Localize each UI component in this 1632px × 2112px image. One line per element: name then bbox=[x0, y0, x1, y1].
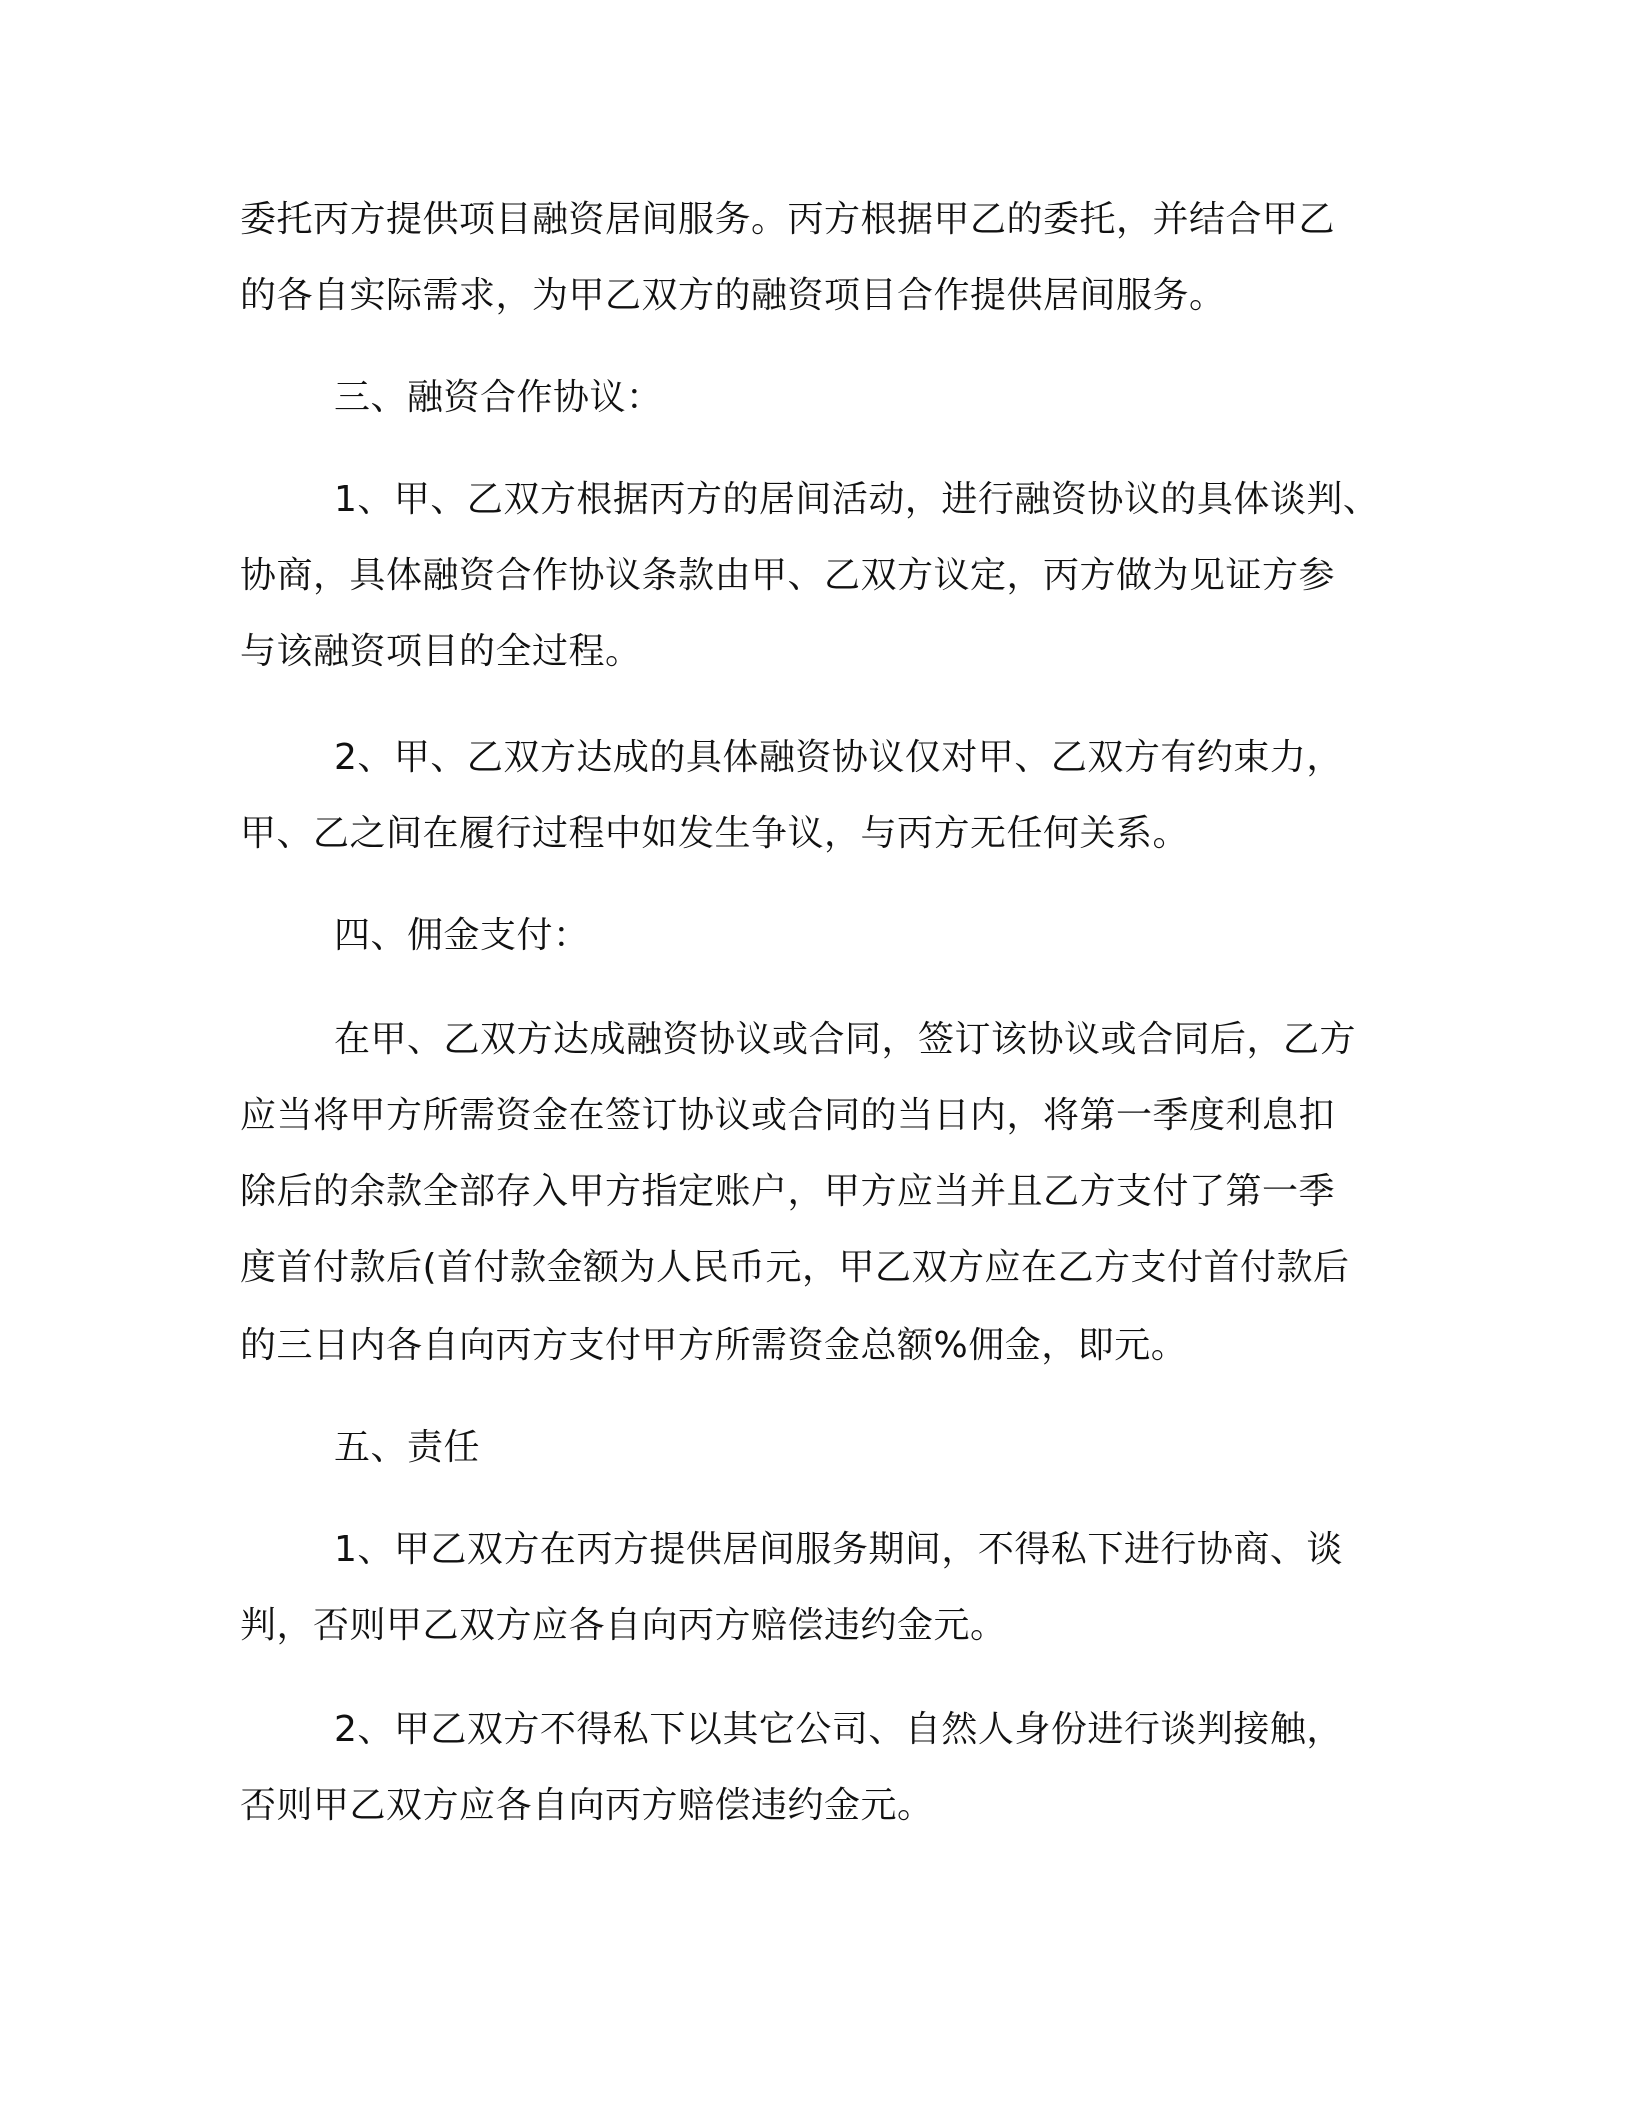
paragraph-line: 度首付款后(首付款金额为人民币元，甲乙双方应在乙方支付首付款后 bbox=[240, 1247, 1350, 1288]
paragraph-line: 的各自实际需求，为甲乙双方的融资项目合作提供居间服务。 bbox=[240, 275, 1226, 316]
paragraph-line: 1、甲乙双方在丙方提供居间服务期间，不得私下进行协商、谈 bbox=[334, 1529, 1343, 1570]
section-heading: 四、佣金支付： bbox=[334, 915, 590, 956]
paragraph-line: 协商，具体融资合作协议条款由甲、乙双方议定，丙方做为见证方参 bbox=[240, 555, 1336, 596]
paragraph-line: 2、甲乙双方不得私下以其它公司、自然人身份进行谈判接触， bbox=[334, 1709, 1343, 1750]
paragraph-line: 1、甲、乙双方根据丙方的居间活动，进行融资协议的具体谈判、 bbox=[334, 479, 1380, 520]
paragraph-line: 委托丙方提供项目融资居间服务。丙方根据甲乙的委托，并结合甲乙 bbox=[240, 199, 1336, 240]
section-heading: 五、责任 bbox=[334, 1427, 481, 1468]
paragraph-line: 应当将甲方所需资金在签订协议或合同的当日内，将第一季度利息扣 bbox=[240, 1095, 1336, 1136]
paragraph-line: 否则甲乙双方应各自向丙方赔偿违约金元。 bbox=[240, 1785, 934, 1826]
paragraph-line: 与该融资项目的全过程。 bbox=[240, 631, 642, 672]
paragraph-line: 2、甲、乙双方达成的具体融资协议仅对甲、乙双方有约束力， bbox=[334, 737, 1343, 778]
paragraph-line: 在甲、乙双方达成融资协议或合同，签订该协议或合同后，乙方 bbox=[334, 1019, 1357, 1060]
paragraph-line: 除后的余款全部存入甲方指定账户，甲方应当并且乙方支付了第一季 bbox=[240, 1171, 1336, 1212]
paragraph-line: 判，否则甲乙双方应各自向丙方赔偿违约金元。 bbox=[240, 1605, 1007, 1646]
paragraph-line: 甲、乙之间在履行过程中如发生争议，与丙方无任何关系。 bbox=[240, 813, 1190, 854]
section-heading: 三、融资合作协议： bbox=[334, 377, 663, 418]
paragraph-line: 的三日内各自向丙方支付甲方所需资金总额%佣金，即元。 bbox=[240, 1325, 1188, 1366]
